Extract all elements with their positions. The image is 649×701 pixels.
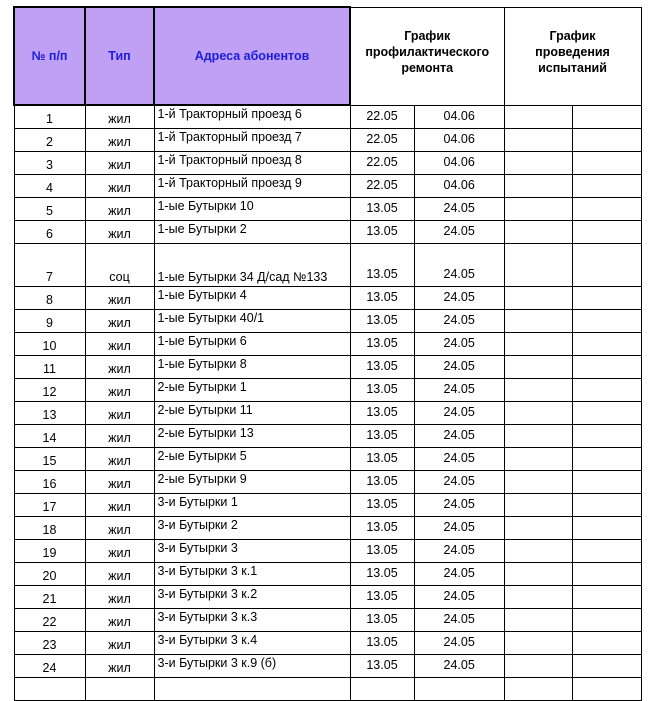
cell-type: соц xyxy=(85,243,154,286)
cell-repair-start: 13.05 xyxy=(350,447,414,470)
cell-test-start xyxy=(504,378,572,401)
table-row xyxy=(14,677,641,700)
cell-address: 1-ые Бутырки 40/1 xyxy=(154,309,350,332)
cell-type: жил xyxy=(85,309,154,332)
cell-test-end xyxy=(572,608,641,631)
cell-num: 15 xyxy=(14,447,85,470)
cell-address: 1-й Тракторный проезд 6 xyxy=(154,105,350,128)
table-row xyxy=(14,151,641,174)
cell-num xyxy=(14,677,85,700)
table-row xyxy=(14,493,641,516)
cell-type: жил xyxy=(85,401,154,424)
cell-address: 1-й Тракторный проезд 8 xyxy=(154,151,350,174)
cell-test-end xyxy=(572,585,641,608)
cell-test-start xyxy=(504,243,572,286)
table-row xyxy=(14,585,641,608)
header-num: № п/п xyxy=(14,7,85,105)
cell-type: жил xyxy=(85,378,154,401)
cell-type: жил xyxy=(85,332,154,355)
cell-repair-end xyxy=(414,677,504,700)
cell-type: жил xyxy=(85,539,154,562)
cell-repair-end: 24.05 xyxy=(414,309,504,332)
cell-num: 22 xyxy=(14,608,85,631)
cell-repair-start: 13.05 xyxy=(350,654,414,677)
cell-test-end xyxy=(572,105,641,128)
cell-address: 1-ые Бутырки 2 xyxy=(154,220,350,243)
cell-address: 2-ые Бутырки 11 xyxy=(154,401,350,424)
cell-repair-start: 13.05 xyxy=(350,470,414,493)
cell-address: 1-ые Бутырки 4 xyxy=(154,286,350,309)
cell-test-start xyxy=(504,401,572,424)
cell-repair-end: 04.06 xyxy=(414,128,504,151)
table-row xyxy=(14,378,641,401)
table-row xyxy=(14,332,641,355)
header-test-line-2: проведения xyxy=(535,44,610,59)
cell-type: жил xyxy=(85,516,154,539)
cell-type: жил xyxy=(85,151,154,174)
cell-repair-end: 24.05 xyxy=(414,332,504,355)
cell-num: 7 xyxy=(14,243,85,286)
cell-repair-start: 22.05 xyxy=(350,128,414,151)
cell-repair-start: 13.05 xyxy=(350,424,414,447)
cell-address: 1-ые Бутырки 8 xyxy=(154,355,350,378)
header-test-schedule xyxy=(504,7,641,105)
cell-num: 4 xyxy=(14,174,85,197)
cell-test-end xyxy=(572,151,641,174)
cell-type: жил xyxy=(85,105,154,128)
table-row xyxy=(14,631,641,654)
cell-test-end xyxy=(572,470,641,493)
table-row xyxy=(14,539,641,562)
cell-num: 19 xyxy=(14,539,85,562)
table-row xyxy=(14,355,641,378)
header-address: Адреса абонентов xyxy=(154,7,350,105)
cell-address: 1-ые Бутырки 34 Д/сад №133 xyxy=(154,243,350,286)
cell-address: 2-ые Бутырки 1 xyxy=(154,378,350,401)
cell-test-start xyxy=(504,470,572,493)
cell-num: 9 xyxy=(14,309,85,332)
table-row xyxy=(14,128,641,151)
cell-num: 3 xyxy=(14,151,85,174)
cell-type xyxy=(85,677,154,700)
cell-test-start xyxy=(504,539,572,562)
cell-num: 21 xyxy=(14,585,85,608)
cell-test-start xyxy=(504,608,572,631)
cell-repair-end: 04.06 xyxy=(414,105,504,128)
table-row xyxy=(14,174,641,197)
cell-num: 17 xyxy=(14,493,85,516)
cell-test-start xyxy=(504,128,572,151)
cell-repair-end: 24.05 xyxy=(414,286,504,309)
cell-test-start xyxy=(504,355,572,378)
cell-test-end xyxy=(572,493,641,516)
cell-num: 5 xyxy=(14,197,85,220)
table-row xyxy=(14,516,641,539)
cell-type: жил xyxy=(85,174,154,197)
cell-repair-start: 22.05 xyxy=(350,105,414,128)
cell-test-start xyxy=(504,585,572,608)
cell-type: жил xyxy=(85,286,154,309)
table-row xyxy=(14,197,641,220)
cell-test-end xyxy=(572,332,641,355)
cell-test-end xyxy=(572,355,641,378)
cell-repair-start: 13.05 xyxy=(350,197,414,220)
cell-type: жил xyxy=(85,654,154,677)
cell-repair-end: 24.05 xyxy=(414,243,504,286)
cell-type: жил xyxy=(85,608,154,631)
cell-repair-start: 13.05 xyxy=(350,539,414,562)
cell-repair-end: 24.05 xyxy=(414,516,504,539)
cell-repair-end: 24.05 xyxy=(414,220,504,243)
cell-num: 24 xyxy=(14,654,85,677)
cell-type: жил xyxy=(85,128,154,151)
cell-repair-end: 04.06 xyxy=(414,174,504,197)
cell-repair-end: 24.05 xyxy=(414,355,504,378)
cell-address: 2-ые Бутырки 13 xyxy=(154,424,350,447)
cell-test-start xyxy=(504,332,572,355)
cell-repair-start: 13.05 xyxy=(350,562,414,585)
cell-test-start xyxy=(504,197,572,220)
cell-address: 3-и Бутырки 3 к.9 (б) xyxy=(154,654,350,677)
table-row xyxy=(14,309,641,332)
cell-repair-start: 13.05 xyxy=(350,286,414,309)
subscriber-schedule-table xyxy=(13,6,642,701)
cell-repair-end: 24.05 xyxy=(414,470,504,493)
cell-test-end xyxy=(572,447,641,470)
table-row xyxy=(14,562,641,585)
cell-address: 3-и Бутырки 3 к.1 xyxy=(154,562,350,585)
cell-test-end xyxy=(572,654,641,677)
cell-num: 16 xyxy=(14,470,85,493)
cell-address: 3-и Бутырки 2 xyxy=(154,516,350,539)
cell-type: жил xyxy=(85,447,154,470)
cell-test-start xyxy=(504,220,572,243)
cell-type: жил xyxy=(85,220,154,243)
cell-type: жил xyxy=(85,585,154,608)
cell-test-end xyxy=(572,197,641,220)
cell-test-start xyxy=(504,562,572,585)
cell-repair-start: 13.05 xyxy=(350,516,414,539)
cell-test-end xyxy=(572,378,641,401)
cell-test-end xyxy=(572,401,641,424)
cell-test-end xyxy=(572,631,641,654)
cell-test-end xyxy=(572,677,641,700)
cell-test-start xyxy=(504,174,572,197)
cell-repair-start: 13.05 xyxy=(350,631,414,654)
header-repair-line-1: График xyxy=(404,28,451,43)
cell-address: 1-й Тракторный проезд 9 xyxy=(154,174,350,197)
cell-type: жил xyxy=(85,424,154,447)
cell-num: 20 xyxy=(14,562,85,585)
cell-test-start xyxy=(504,105,572,128)
cell-address: 3-и Бутырки 1 xyxy=(154,493,350,516)
cell-num: 1 xyxy=(14,105,85,128)
cell-num: 14 xyxy=(14,424,85,447)
cell-address: 3-и Бутырки 3 к.2 xyxy=(154,585,350,608)
cell-repair-start xyxy=(350,677,414,700)
cell-repair-start: 13.05 xyxy=(350,309,414,332)
cell-address: 3-и Бутырки 3 xyxy=(154,539,350,562)
table-row xyxy=(14,470,641,493)
cell-num: 6 xyxy=(14,220,85,243)
cell-num: 13 xyxy=(14,401,85,424)
table-row xyxy=(14,286,641,309)
cell-address: 2-ые Бутырки 9 xyxy=(154,470,350,493)
cell-repair-end: 24.05 xyxy=(414,654,504,677)
table-row xyxy=(14,243,641,286)
cell-repair-start: 13.05 xyxy=(350,493,414,516)
table-row xyxy=(14,424,641,447)
header-repair-line-3: ремонта xyxy=(401,60,454,75)
cell-num: 8 xyxy=(14,286,85,309)
table-row xyxy=(14,105,641,128)
table-row xyxy=(14,447,641,470)
cell-repair-end: 24.05 xyxy=(414,401,504,424)
cell-test-end xyxy=(572,516,641,539)
cell-test-end xyxy=(572,539,641,562)
cell-repair-start: 13.05 xyxy=(350,220,414,243)
table-row xyxy=(14,654,641,677)
cell-repair-end: 24.05 xyxy=(414,447,504,470)
cell-repair-start: 22.05 xyxy=(350,174,414,197)
cell-test-start xyxy=(504,424,572,447)
header-test-line-3: испытаний xyxy=(538,60,607,75)
table-row xyxy=(14,220,641,243)
cell-test-end xyxy=(572,562,641,585)
cell-repair-start: 13.05 xyxy=(350,332,414,355)
cell-test-end xyxy=(572,309,641,332)
cell-repair-end: 24.05 xyxy=(414,608,504,631)
header-repair-line-2: профилактического xyxy=(365,44,490,59)
cell-test-start xyxy=(504,309,572,332)
cell-num: 11 xyxy=(14,355,85,378)
cell-repair-end: 24.05 xyxy=(414,493,504,516)
cell-test-end xyxy=(572,174,641,197)
cell-address: 1-й Тракторный проезд 7 xyxy=(154,128,350,151)
cell-repair-end: 24.05 xyxy=(414,424,504,447)
cell-type: жил xyxy=(85,470,154,493)
cell-repair-end: 24.05 xyxy=(414,585,504,608)
cell-test-end xyxy=(572,286,641,309)
cell-repair-end: 24.05 xyxy=(414,378,504,401)
header-row xyxy=(14,7,641,105)
table-row xyxy=(14,401,641,424)
cell-repair-end: 04.06 xyxy=(414,151,504,174)
cell-repair-end: 24.05 xyxy=(414,631,504,654)
cell-test-start xyxy=(504,516,572,539)
cell-type: жил xyxy=(85,562,154,585)
cell-test-end xyxy=(572,220,641,243)
cell-repair-start: 13.05 xyxy=(350,243,414,286)
cell-repair-start: 22.05 xyxy=(350,151,414,174)
table-row xyxy=(14,608,641,631)
cell-test-start xyxy=(504,631,572,654)
header-test-line-1: График xyxy=(549,28,596,43)
cell-type: жил xyxy=(85,197,154,220)
cell-repair-start: 13.05 xyxy=(350,401,414,424)
table-body xyxy=(14,7,641,700)
cell-repair-start: 13.05 xyxy=(350,378,414,401)
cell-address: 3-и Бутырки 3 к.4 xyxy=(154,631,350,654)
cell-num: 2 xyxy=(14,128,85,151)
cell-test-start xyxy=(504,677,572,700)
cell-type: жил xyxy=(85,355,154,378)
cell-repair-start: 13.05 xyxy=(350,585,414,608)
header-repair-schedule xyxy=(350,7,504,105)
cell-type: жил xyxy=(85,631,154,654)
cell-test-start xyxy=(504,447,572,470)
cell-repair-start: 13.05 xyxy=(350,608,414,631)
cell-repair-end: 24.05 xyxy=(414,539,504,562)
cell-type: жил xyxy=(85,493,154,516)
header-type: Тип xyxy=(85,7,154,105)
cell-address: 1-ые Бутырки 10 xyxy=(154,197,350,220)
cell-test-start xyxy=(504,654,572,677)
cell-test-end xyxy=(572,243,641,286)
cell-num: 12 xyxy=(14,378,85,401)
cell-address xyxy=(154,677,350,700)
cell-test-start xyxy=(504,151,572,174)
cell-num: 18 xyxy=(14,516,85,539)
cell-test-start xyxy=(504,493,572,516)
cell-address: 1-ые Бутырки 6 xyxy=(154,332,350,355)
cell-address: 3-и Бутырки 3 к.3 xyxy=(154,608,350,631)
cell-repair-start: 13.05 xyxy=(350,355,414,378)
cell-test-end xyxy=(572,128,641,151)
cell-repair-end: 24.05 xyxy=(414,562,504,585)
cell-address: 2-ые Бутырки 5 xyxy=(154,447,350,470)
cell-test-end xyxy=(572,424,641,447)
cell-num: 10 xyxy=(14,332,85,355)
cell-repair-end: 24.05 xyxy=(414,197,504,220)
cell-num: 23 xyxy=(14,631,85,654)
cell-test-start xyxy=(504,286,572,309)
